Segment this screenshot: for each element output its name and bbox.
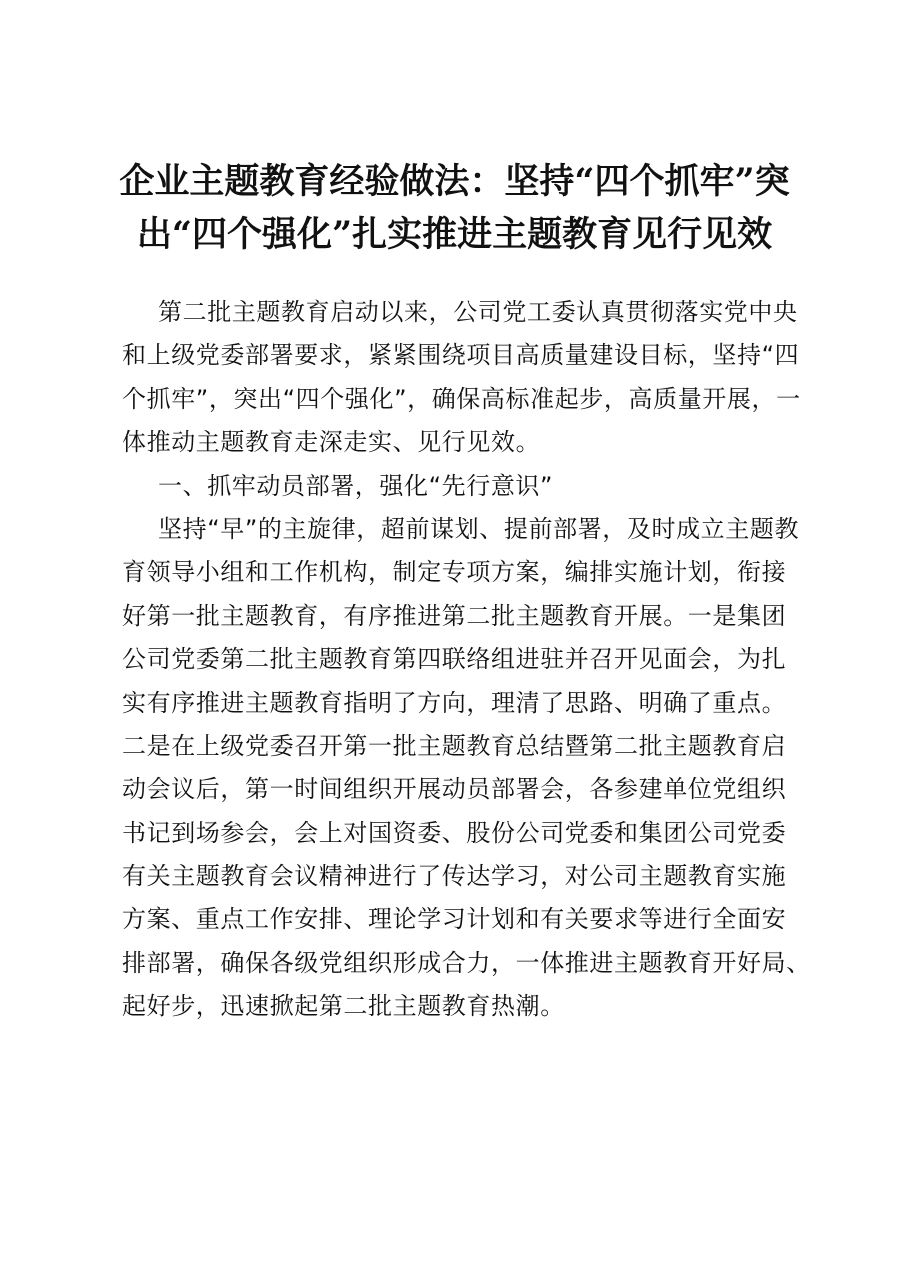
paragraph-line: 实有序推进主题教育指明了方向，理清了思路、明确了重点。 (122, 688, 787, 717)
document-title (110, 155, 799, 261)
paragraph-line: 排部署，确保各级党组织形成合力，一体推进主题教育开好局、 (122, 948, 811, 977)
paragraph-line: 好第一批主题教育，有序推进第二批主题教育开展。一是集团 (122, 601, 787, 630)
paragraph-line: 起好步，迅速掀起第二批主题教育热潮。 (122, 992, 565, 1021)
section-heading: 一、抓牢动员部署，强化“先行意识” (158, 471, 554, 500)
paragraph-line: 和上级党委部署要求，紧紧围绕项目高质量建设目标，坚持“四 (122, 341, 800, 370)
paragraph-line: 方案、重点工作安排、理论学习计划和有关要求等进行全面安 (122, 905, 787, 934)
paragraph-line: 体推动主题教育走深走实、见行见效。 (122, 428, 541, 457)
paragraph-line: 二是在上级党委召开第一批主题教育总结暨第二批主题教育启 (122, 731, 787, 760)
title-line-1: 企业主题教育经验做法：坚持“四个抓牢”突 (119, 161, 790, 202)
paragraph-line: 坚持“早”的主旋律，超前谋划、提前部署，及时成立主题教 (158, 514, 800, 543)
paragraph-line: 第二批主题教育启动以来，公司党工委认真贯彻落实党中央 (158, 298, 798, 326)
title-line-2: 出“四个强化”扎实推进主题教育见行见效 (136, 214, 773, 255)
paragraph-line: 有关主题教育会议精神进行了传达学习，对公司主题教育实施 (122, 862, 787, 891)
paragraph-line: 动会议后，第一时间组织开展动员部署会，各参建单位党组织 (122, 775, 787, 804)
document-body (122, 291, 812, 1029)
paragraph-line: 育领导小组和工作机构，制定专项方案，编排实施计划，衔接 (122, 558, 787, 587)
paragraph-line: 个抓牢”，突出“四个强化”，确保高标准起步，高质量开展，一 (122, 384, 801, 413)
paragraph-line: 公司党委第二批主题教育第四联络组进驻并召开见面会，为扎 (122, 645, 787, 674)
paragraph-line: 书记到场参会，会上对国资委、股份公司党委和集团公司党委 (122, 818, 787, 847)
